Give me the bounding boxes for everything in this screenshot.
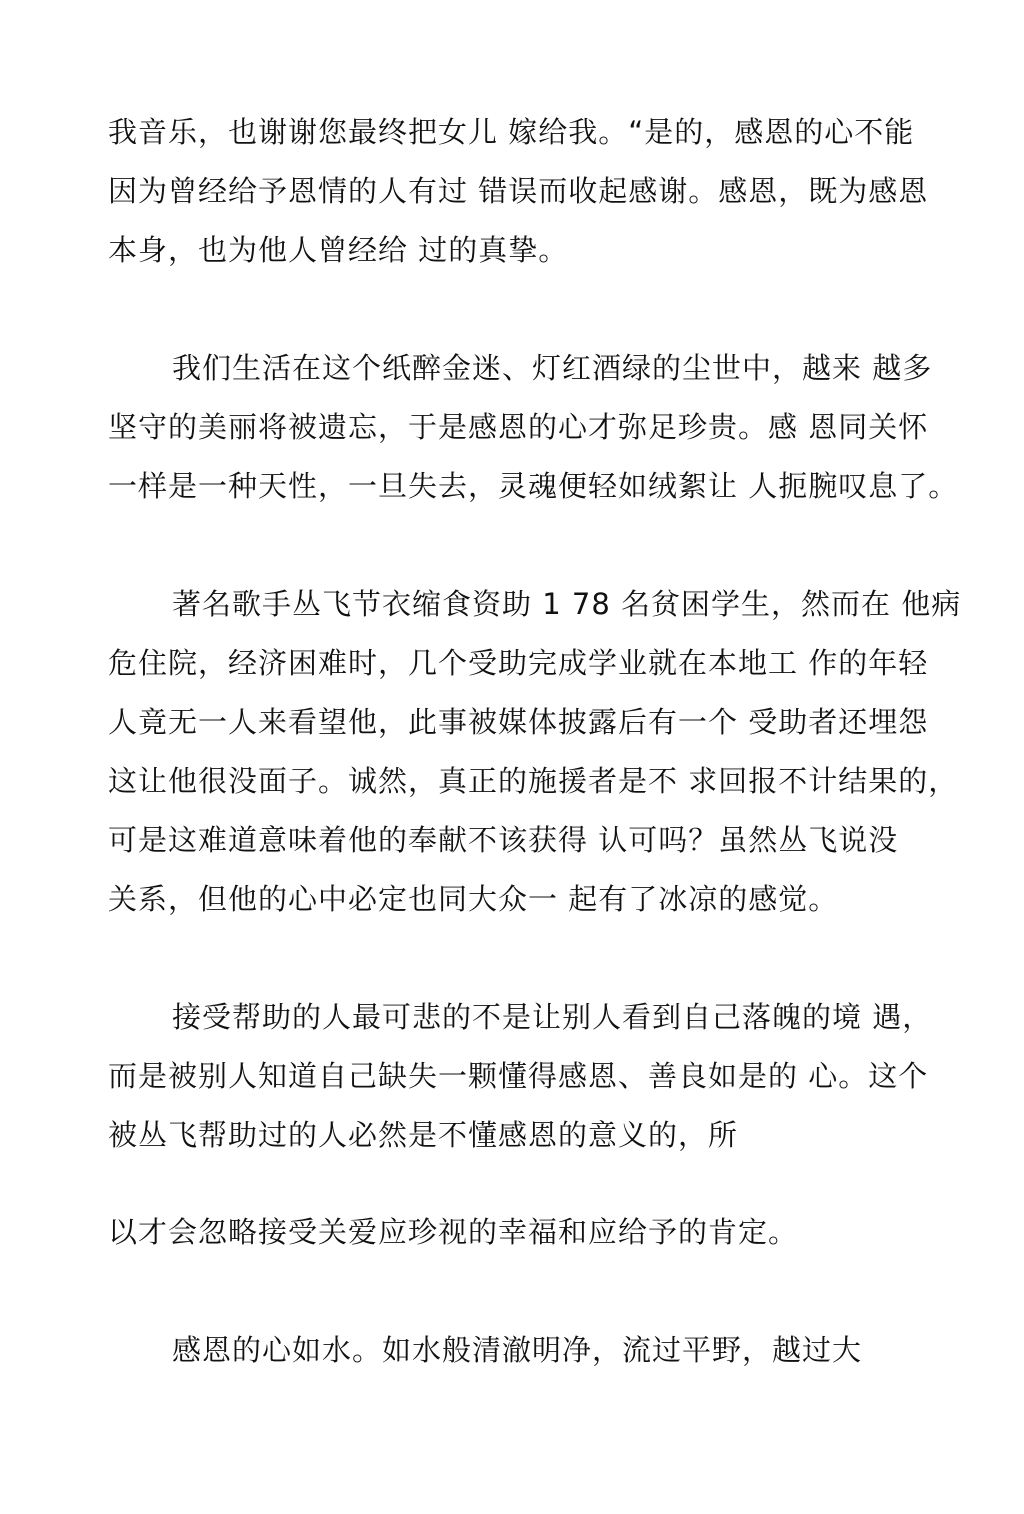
text-line: 本身，也为他人曾经给 过的真挚。 — [108, 233, 569, 267]
text-line: 人竟无一人来看望他，此事被媒体披露后有一个 受助者还埋怨 — [108, 705, 929, 739]
text-line: 接受帮助的人最可悲的不是让别人看到自己落魄的境 遇， — [172, 1000, 933, 1034]
text-line: 可是这难道意味着他的奉献不该获得 认可吗？虽然丛飞说没 — [108, 823, 899, 857]
text-line: 以才会忽略接受关爱应珍视的幸福和应给予的肯定。 — [108, 1215, 799, 1249]
text-line: 著名歌手丛飞节衣缩食资助 1 78 名贫困学生，然而在 他病 — [172, 587, 962, 621]
text-line: 因为曾经给予恩情的人有过 错误而收起感谢。感恩，既为感恩 — [108, 174, 929, 208]
text-line: 关系，但他的心中必定也同大众一 起有了冰凉的感觉。 — [108, 882, 839, 916]
text-line: 被丛飞帮助过的人必然是不懂感恩的意义的，所 — [108, 1118, 739, 1152]
text-line: 而是被别人知道自己缺失一颗懂得感恩、善良如是的 心。这个 — [108, 1059, 929, 1093]
text-line: 我音乐，也谢谢您最终把女儿 嫁给我。“是的，感恩的心不能 — [108, 115, 915, 149]
text-line: 危住院，经济困难时，几个受助完成学业就在本地工 作的年轻 — [108, 646, 929, 680]
text-line: 一样是一种天性，一旦失去，灵魂便轻如绒絮让 人扼腕叹息了。 — [108, 469, 959, 503]
text-line: 坚守的美丽将被遗忘，于是感恩的心才弥足珍贵。感 恩同关怀 — [108, 410, 929, 444]
text-line: 这让他很没面子。诚然，真正的施援者是不 求回报不计结果的， — [108, 764, 959, 798]
text-line: 我们生活在这个纸醉金迷、灯红酒绿的尘世中，越来 越多 — [172, 351, 933, 385]
text-line: 感恩的心如水。如水般清澈明净，流过平野，越过大 — [172, 1333, 863, 1367]
